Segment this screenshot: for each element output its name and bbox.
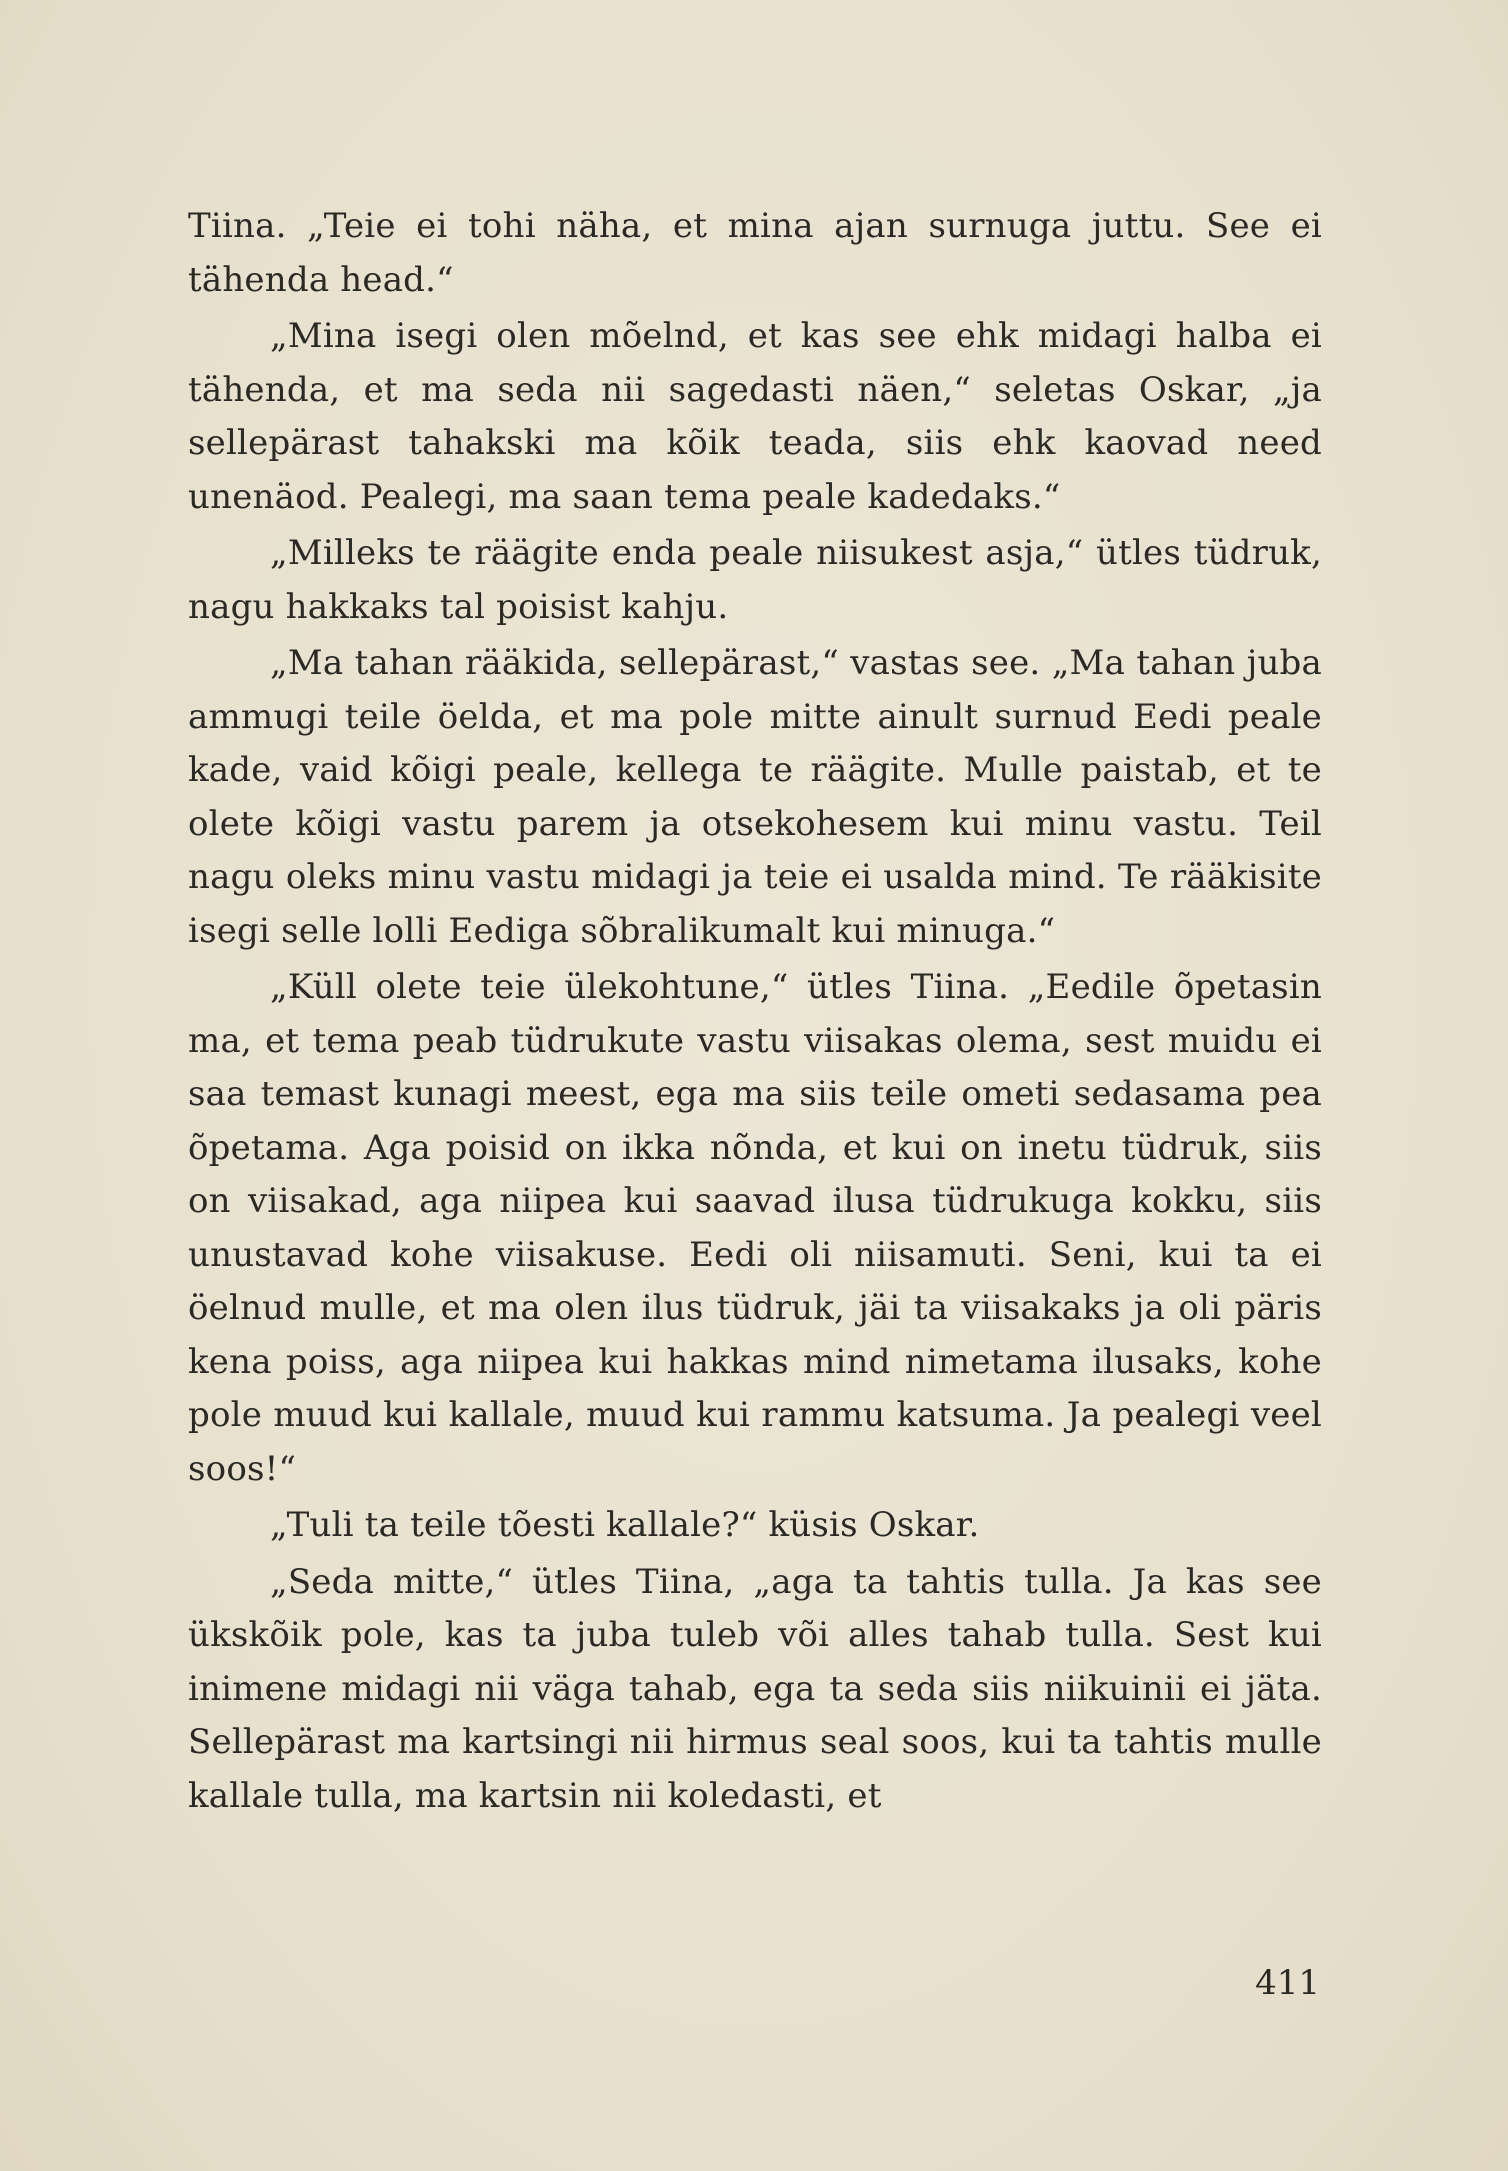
page-text xyxy=(188,200,1322,1823)
page-number: 411 xyxy=(1255,1963,1320,2003)
paragraph-6: „Tuli ta teile tõesti kallale?“ küsis Oskar. xyxy=(270,1505,980,1545)
paragraph-2: „Mina isegi olen mõelnd, et kas see ehk midagi halba ei tähenda, et ma seda nii sagedasti näen,“ seletas Oskar, „ja sellepärast tahakski ma kõik teada, siis ehk kaovad need unenäod. Pealegi, ma saan tema peale kadedaks.“ xyxy=(188,316,1322,517)
paragraph-7: „Seda mitte,“ ütles Tiina, „aga ta tahtis tulla. Ja kas see ükskõik pole, kas ta juba tuleb või alles tahab tulla. Sest kui inimene midagi nii väga tahab, ega ta seda siis niikuinii ei jäta. Sellepärast ma kartsingi nii hirmus seal soos, kui ta tahtis mulle kallale tulla, ma kartsin nii koledasti, et xyxy=(188,1561,1322,1816)
paragraph-1: Tiina. „Teie ei tohi näha, et mina ajan surnuga juttu. See ei tähenda head.“ xyxy=(188,206,1322,300)
paragraph-3: „Milleks te räägite enda peale niisukest asja,“ ütles tüdruk, nagu hakkaks tal poisist kahju. xyxy=(188,533,1322,627)
paragraph-5: „Küll olete teie ülekohtune,“ ütles Tiina. „Eedile õpetasin ma, et tema peab tüdrukute vastu viisakas olema, sest muidu ei saa temast kunagi meest, ega ma siis teile ometi sedasama pea õpetama. Aga poisid on ikka nõnda, et kui on inetu tüdruk, siis on viisakad, aga niipea kui saavad ilusa tüdrukuga kokku, siis unustavad kohe viisakuse. Eedi oli niisamuti. Seni, kui ta ei öelnud mulle, et ma olen ilus tüdruk, jäi ta viisakaks ja oli päris kena poiss, aga niipea kui hakkas mind nimetama ilusaks, kohe pole muud kui kallale, muud kui rammu katsuma. Ja pealegi veel soos!“ xyxy=(188,967,1322,1489)
paragraph-4: „Ma tahan rääkida, sellepärast,“ vastas see. „Ma tahan juba ammugi teile öelda, et ma pole mitte ainult surnud Eedi peale kade, vaid kõigi peale, kellega te räägite. Mulle paistab, et te olete kõigi vastu parem ja otsekohesem kui minu vastu. Teil nagu oleks minu vastu midagi ja teie ei usalda mind. Te rääkisite isegi selle lolli Eediga sõbralikumalt kui minuga.“ xyxy=(188,643,1322,951)
